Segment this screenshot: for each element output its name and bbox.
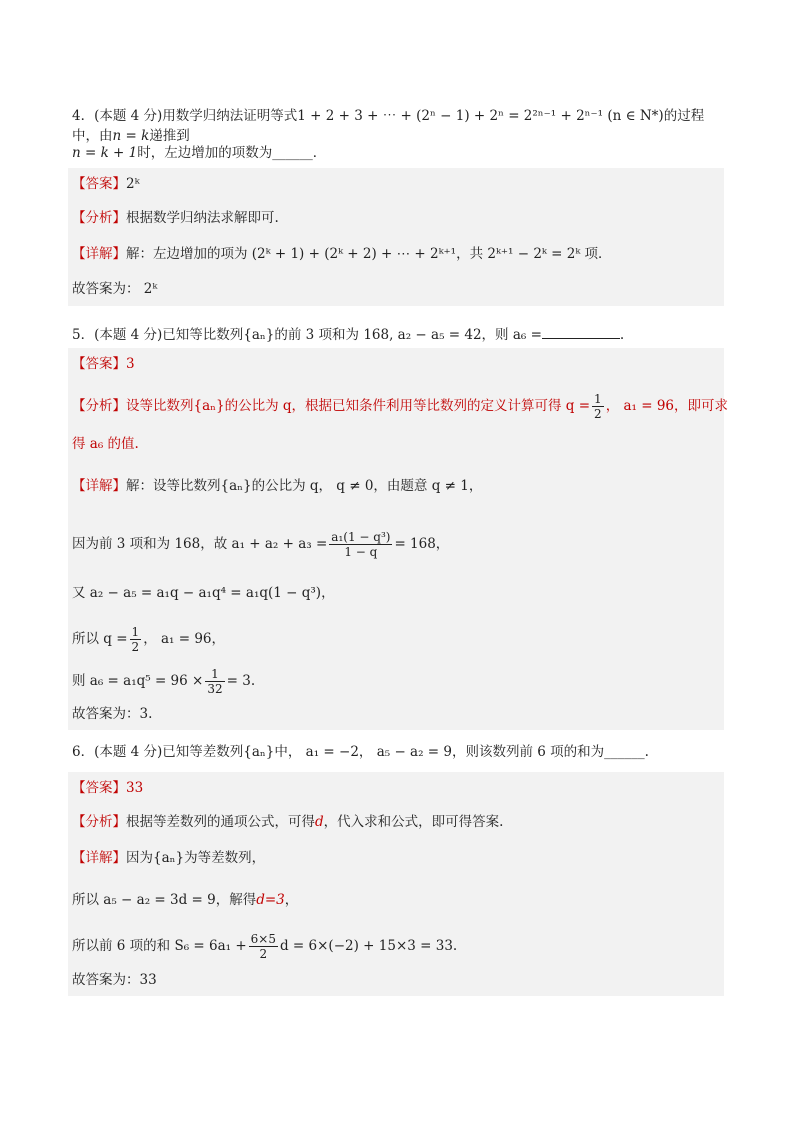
question-5-solution	[68, 348, 729, 730]
q4-answer: 【答案】2ᵏ	[72, 176, 140, 192]
q5-answer-blank	[542, 324, 620, 339]
q5-detail-5: 则 a₆ = a₁q⁵ = 96 × $\frac{1}{32}$ = 3.	[72, 667, 256, 696]
q4-analysis: 【分析】根据数学归纳法求解即可.	[72, 210, 279, 226]
question-6-stem: 6．(本题 4 分)已知等差数列{aₙ}中， a₁ = −2， a₅ − a₂ = 9，则该数列前 6 项的和为______.	[72, 744, 649, 760]
q5-answer: 【答案】3	[72, 356, 135, 372]
q6-detail-1: 【详解】因为{aₙ}为等差数列，	[72, 850, 266, 866]
q5-analysis-line2: 得 a₆ 的值.	[72, 436, 139, 452]
q6-detail-3: 所以前 6 项的和 S₆ = 6a₁ + $\frac{6\times 5}{2}$ d = 6×(−2) + 15×3 = 33.	[72, 932, 458, 961]
q6-answer: 【答案】33	[72, 780, 144, 796]
question-4-stem: 4．(本题 4 分)用数学归纳法证明等式1 + 2 + 3 + ⋯ + (2ⁿ − 1) + 2ⁿ = 2²ⁿ⁻¹ + 2ⁿ⁻¹ (n ∈ N*)的过程中，由n = k递推到	[72, 108, 705, 144]
question-6-solution	[68, 772, 724, 996]
q5-analysis: 【分析】设等比数列{aₙ}的公比为 q，根据已知条件利用等比数列的定义计算可得 q = $\frac{1}{2}$ ， a₁ = 96，即可求	[72, 392, 729, 421]
q4-final: 故答案为： 2ᵏ	[72, 281, 158, 297]
q6-analysis: 【分析】根据等差数列的通项公式，可得d，代入求和公式，即可得答案.	[72, 814, 504, 830]
question-4-solution	[68, 168, 724, 306]
q4-detail: 【详解】解：左边增加的项为 (2ᵏ + 1) + (2ᵏ + 2) + ⋯ + 2ᵏ⁺¹，共 2ᵏ⁺¹ − 2ᵏ = 2ᵏ 项．	[72, 246, 612, 262]
question-5-stem: 5．(本题 4 分)已知等比数列{aₙ}的前 3 项和为 168, a₂ − a₅ = 42，则 a₆ = .	[72, 324, 722, 345]
q5-detail-4: 所以 q = $\frac{1}{2}$ ， a₁ = 96，	[72, 625, 226, 654]
q4-formula: 1 + 2 + 3 + ⋯ + (2ⁿ − 1) + 2ⁿ = 2²ⁿ⁻¹ + 2ⁿ⁻¹ (n ∈ N*)	[297, 108, 664, 124]
q5-detail-3: 又 a₂ − a₅ = a₁q − a₁q⁴ = a₁q(1 − q³)，	[72, 585, 335, 601]
q6-detail-2: 所以 a₅ − a₂ = 3d = 9，解得d=3，	[72, 892, 299, 908]
q5-detail-1: 【详解】解：设等比数列{aₙ}的公比为 q， q ≠ 0，由题意 q ≠ 1，	[72, 478, 483, 494]
q5-final: 故答案为：3.	[72, 706, 153, 722]
question-4-stem-line2: n = k + 1时，左边增加的项数为______．	[72, 145, 327, 161]
q6-final: 故答案为：33	[72, 972, 157, 988]
q5-detail-2: 因为前 3 项和为 168，故 a₁ + a₂ + a₃ = $\frac{\text{a₁(1 − q³)}}{1 - q}$ = 168，	[72, 530, 450, 559]
